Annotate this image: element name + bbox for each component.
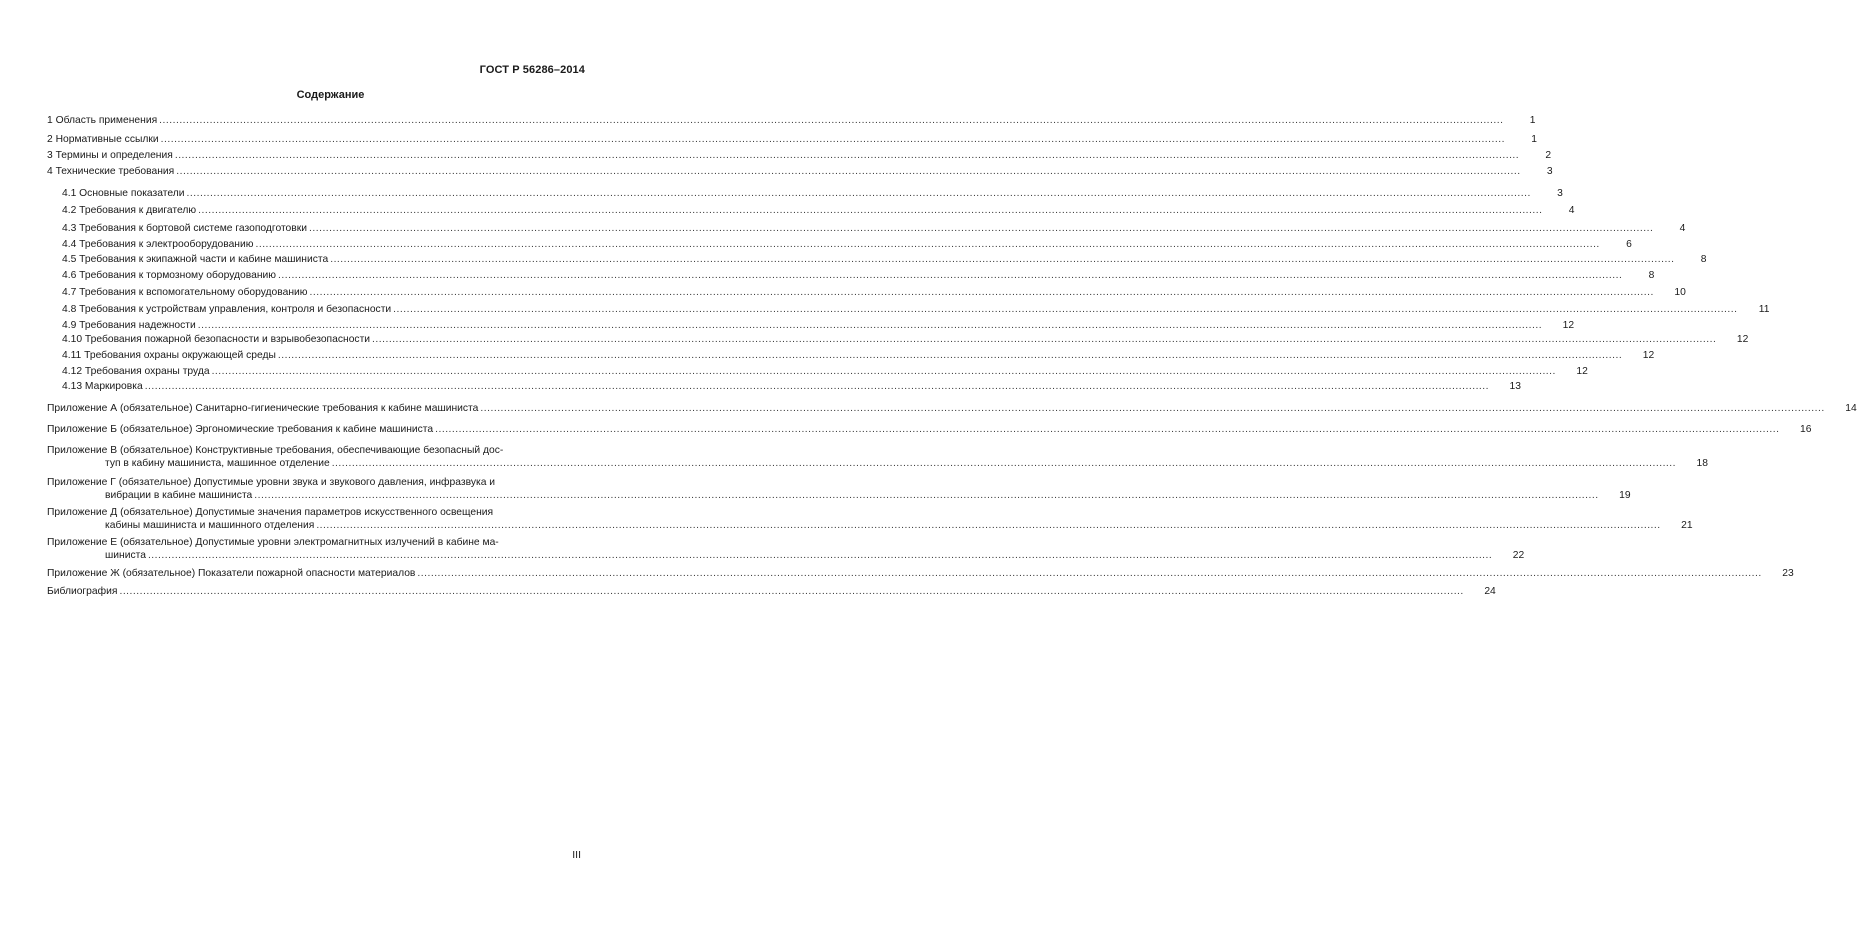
toc-entry-page: 4 xyxy=(1679,223,1686,234)
toc-entry-text: 4.1 Основные показатели xyxy=(62,188,185,199)
dot-leader: ................................................................................................................................................................................................................................................................................................................................................................................................................ xyxy=(278,270,1623,281)
toc-entry-text: Приложение Д (обязательное) Допустимые значения параметров искусственного освещения xyxy=(47,507,494,518)
toc-entry-text: 4.4 Требования к электрооборудованию xyxy=(62,239,254,250)
toc-entry xyxy=(62,319,1575,332)
toc-entry-page: 8 xyxy=(1700,254,1707,265)
toc-entry-page: 24 xyxy=(1484,586,1496,597)
toc-entry xyxy=(62,269,1655,282)
toc-entry xyxy=(47,133,1537,146)
dot-leader: ................................................................................................................................................................................................................................................................................................................................................................................................................ xyxy=(198,205,1543,216)
dot-leader: ................................................................................................................................................................................................................................................................................................................................................................................................................ xyxy=(159,115,1504,126)
toc-entry xyxy=(62,333,1749,346)
dot-leader: ................................................................................................................................................................................................................................................................................................................................................................................................................ xyxy=(435,424,1780,435)
toc-entry xyxy=(47,402,1857,415)
toc-entry xyxy=(47,149,1552,162)
toc-entry-page: 4 xyxy=(1568,205,1575,216)
page-number: III xyxy=(572,849,581,861)
toc-entry xyxy=(47,506,1693,532)
toc-entry-page: 19 xyxy=(1619,490,1631,501)
dot-leader: ................................................................................................................................................................................................................................................................................................................................................................................................................ xyxy=(330,254,1675,265)
toc-entry xyxy=(62,303,1770,316)
dot-leader: ................................................................................................................................................................................................................................................................................................................................................................................................................ xyxy=(480,403,1825,414)
toc-entry-page: 8 xyxy=(1648,270,1655,281)
dot-leader: ................................................................................................................................................................................................................................................................................................................................................................................................................ xyxy=(197,320,1543,331)
toc-entry-text: 4.9 Требования надежности xyxy=(62,320,196,331)
toc-entry-text: 4.5 Требования к экипажной части и кабине машиниста xyxy=(62,254,329,265)
toc-title: Содержание xyxy=(296,89,365,101)
toc-entry-page: 12 xyxy=(1642,350,1655,361)
toc-entry-page: 3 xyxy=(1557,188,1563,199)
toc-entry-page: 23 xyxy=(1782,568,1794,579)
toc-entry xyxy=(62,253,1707,266)
dot-leader: ................................................................................................................................................................................................................................................................................................................................................................................................................ xyxy=(309,223,1654,234)
toc-entry xyxy=(47,165,1553,178)
toc-entry-page: 6 xyxy=(1626,239,1632,250)
dot-leader: ................................................................................................................................................................................................................................................................................................................................................................................................................ xyxy=(372,334,1717,345)
dot-leader: ................................................................................................................................................................................................................................................................................................................................................................................................................ xyxy=(331,458,1677,469)
toc-entry xyxy=(47,567,1794,580)
toc-entry-page: 10 xyxy=(1674,287,1686,298)
toc-entry xyxy=(62,187,1563,200)
toc-entry-text: 4 Технические требования xyxy=(47,166,175,177)
toc-entry-page: 14 xyxy=(1845,403,1857,414)
dot-leader: ................................................................................................................................................................................................................................................................................................................................................................................................................ xyxy=(309,287,1654,298)
toc-entry-text: 4.11 Требования охраны окружающей среды xyxy=(62,350,276,361)
toc-entry xyxy=(47,476,1631,502)
toc-entry-page: 12 xyxy=(1736,334,1749,345)
toc-entry xyxy=(62,222,1686,235)
toc-entry-text: 4.6 Требования к тормозному оборудованию xyxy=(62,270,276,281)
dot-leader: ................................................................................................................................................................................................................................................................................................................................................................................................................ xyxy=(393,304,1738,315)
toc-entry xyxy=(47,444,1709,470)
toc-entry xyxy=(62,365,1588,378)
toc-entry-text: 1 Область применения xyxy=(47,115,158,126)
dot-leader: ................................................................................................................................................................................................................................................................................................................................................................................................................ xyxy=(174,150,1520,161)
dot-leader: ................................................................................................................................................................................................................................................................................................................................................................................................................ xyxy=(417,568,1762,579)
toc-entry-page: 2 xyxy=(1545,150,1552,161)
toc-entry xyxy=(47,114,1536,127)
toc-entry-page: 13 xyxy=(1509,381,1522,392)
dot-leader: ................................................................................................................................................................................................................................................................................................................................................................................................................ xyxy=(144,381,1490,392)
toc-entry-page: 11 xyxy=(1758,304,1770,315)
toc-entry-text-continued: вибрации в кабине машиниста xyxy=(105,490,253,501)
toc-entry xyxy=(62,204,1575,217)
dot-leader: ................................................................................................................................................................................................................................................................................................................................................................................................................ xyxy=(119,586,1464,597)
dot-leader: ................................................................................................................................................................................................................................................................................................................................................................................................................ xyxy=(211,366,1556,377)
toc-entry-text: 4.2 Требования к двигателю xyxy=(62,205,197,216)
toc-entry-page: 18 xyxy=(1696,458,1709,469)
toc-entry-text: Приложение Г (обязательное) Допустимые уровни звука и звукового давления, инфразвука и xyxy=(47,477,496,488)
dot-leader: ................................................................................................................................................................................................................................................................................................................................................................................................................ xyxy=(186,188,1531,199)
toc-entry xyxy=(47,423,1812,436)
toc-entry xyxy=(62,286,1686,299)
toc-entry-text: 4.12 Требования охраны труда xyxy=(62,366,210,377)
dot-leader: ................................................................................................................................................................................................................................................................................................................................................................................................................ xyxy=(316,520,1661,531)
toc-entry-text: Библиография xyxy=(47,586,118,597)
toc-entry xyxy=(62,380,1522,393)
dot-leader: ................................................................................................................................................................................................................................................................................................................................................................................................................ xyxy=(277,350,1623,361)
toc-entry xyxy=(47,536,1525,562)
dot-leader: ................................................................................................................................................................................................................................................................................................................................................................................................................ xyxy=(254,490,1599,501)
toc-entry-page: 22 xyxy=(1512,550,1525,561)
toc-entry-page: 1 xyxy=(1531,134,1537,145)
toc-entry-text-continued: шиниста xyxy=(105,550,146,561)
dot-leader: ................................................................................................................................................................................................................................................................................................................................................................................................................ xyxy=(160,134,1505,145)
toc-entry-text-continued: кабины машиниста и машинного отделения xyxy=(105,520,315,531)
toc-entry-text: Приложение Б (обязательное) Эргономические требования к кабине машиниста xyxy=(47,424,434,435)
toc-entry xyxy=(62,238,1632,251)
toc-entry-text: Приложение Ж (обязательное) Показатели пожарной опасности материалов xyxy=(47,568,416,579)
toc-entry-text: 4.3 Требования к бортовой системе газоподготовки xyxy=(62,223,307,234)
toc-entry-text: 2 Нормативные ссылки xyxy=(47,134,159,145)
toc-entry xyxy=(47,585,1496,598)
toc-entry-text: 4.7 Требования к вспомогательному оборудованию xyxy=(62,287,308,298)
toc-entry-page: 21 xyxy=(1681,520,1693,531)
dot-leader: ................................................................................................................................................................................................................................................................................................................................................................................................................ xyxy=(147,550,1493,561)
dot-leader: ................................................................................................................................................................................................................................................................................................................................................................................................................ xyxy=(176,166,1521,177)
toc-entry-page: 12 xyxy=(1562,320,1575,331)
toc-entry xyxy=(62,349,1655,362)
dot-leader: ................................................................................................................................................................................................................................................................................................................................................................................................................ xyxy=(255,239,1600,250)
toc-entry-text-continued: туп в кабину машиниста, машинное отделение xyxy=(105,458,330,469)
toc-entry-page: 16 xyxy=(1799,424,1812,435)
toc-entry-text: 4.8 Требования к устройствам управления, контроля и безопасности xyxy=(62,304,392,315)
toc-entry-text: Приложение В (обязательное) Конструктивные требования, обеспечивающие безопасный дос- xyxy=(47,445,504,456)
toc-entry-page: 12 xyxy=(1576,366,1588,377)
toc-entry-text: 4.13 Маркировка xyxy=(62,381,143,392)
toc-entry-text: 4.10 Требования пожарной безопасности и взрывобезопасности xyxy=(62,334,371,345)
toc-entry-page: 1 xyxy=(1529,115,1536,126)
document-code: ГОСТ Р 56286–2014 xyxy=(479,64,585,76)
toc-entry-page: 3 xyxy=(1546,166,1553,177)
toc-entry-text: Приложение Е (обязательное) Допустимые уровни электромагнитных излучений в кабине ма- xyxy=(47,537,499,548)
toc-entry-text: 3 Термины и определения xyxy=(47,150,173,161)
toc-entry-text: Приложение А (обязательное) Санитарно-гигиенические требования к кабине машиниста xyxy=(47,403,479,414)
